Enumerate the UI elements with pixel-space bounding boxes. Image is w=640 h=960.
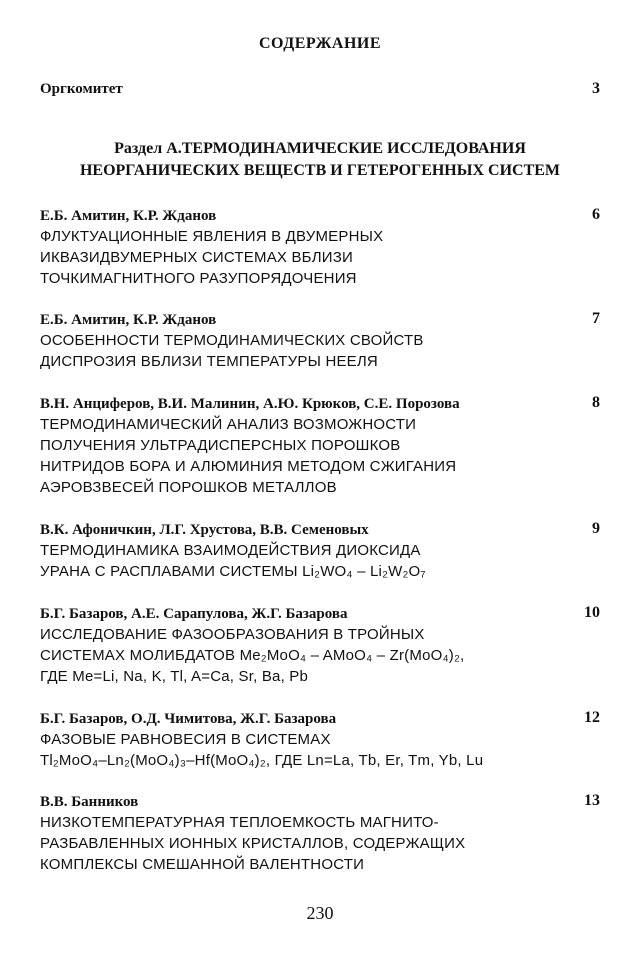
toc-entry-title-line: РАЗБАВЛЕННЫХ ИОННЫХ КРИСТАЛЛОВ, СОДЕРЖАЩИХ bbox=[40, 835, 466, 852]
toc-page-number: 9 bbox=[592, 520, 600, 537]
toc-entry-title-line: ФЛУКТУАЦИОННЫЕ ЯВЛЕНИЯ В ДВУМЕРНЫХ bbox=[40, 228, 384, 245]
page-title: СОДЕРЖАНИЕ bbox=[258, 35, 382, 52]
toc-entry bbox=[40, 206, 600, 289]
page-number-footer: 230 bbox=[306, 903, 334, 923]
toc-page-number: 13 bbox=[584, 792, 600, 809]
toc-entry-title-line: ИКВАЗИДВУМЕРНЫХ СИСТЕМАХ ВБЛИЗИ bbox=[40, 249, 353, 266]
toc-page-number: 7 bbox=[592, 310, 600, 327]
toc-entry bbox=[40, 709, 600, 771]
toc-entry-title-line: ИССЛЕДОВАНИЕ ФАЗООБРАЗОВАНИЯ В ТРОЙНЫХ bbox=[40, 626, 425, 643]
toc-entry-title-line: ТЕРМОДИНАМИЧЕСКИЙ АНАЛИЗ ВОЗМОЖНОСТИ bbox=[40, 416, 417, 433]
toc-entry-title-line: КОМПЛЕКСЫ СМЕШАННОЙ ВАЛЕНТНОСТИ bbox=[40, 856, 365, 873]
toc-page-number: 8 bbox=[592, 394, 600, 411]
toc-entry-title-line: ФАЗОВЫЕ РАВНОВЕСИЯ В СИСТЕМАХ bbox=[40, 731, 331, 748]
toc-entry-authors: В.В. Банников bbox=[40, 794, 139, 810]
toc-entry bbox=[40, 520, 600, 582]
toc-entry-title-line: УРАНА С РАСПЛАВАМИ СИСТЕМЫ Li₂WO₄ – Li₂W₂O₇ bbox=[40, 563, 426, 580]
toc-orgcommittee-row bbox=[40, 80, 600, 98]
section-heading bbox=[40, 138, 600, 182]
toc-entry-authors: Б.Г. Базаров, А.Е. Сарапулова, Ж.Г. Базарова bbox=[40, 606, 348, 622]
toc-entry-authors: В.К. Афоничкин, Л.Г. Хрустова, В.В. Семеновых bbox=[40, 522, 369, 538]
toc-entry-title-line: ТОЧКИМАГНИТНОГО РАЗУПОРЯДОЧЕНИЯ bbox=[40, 270, 357, 287]
toc-entry-title-line: ГДЕ Me=Li, Na, K, Tl, A=Ca, Sr, Ba, Pb bbox=[40, 668, 309, 685]
section-heading-line: НЕОРГАНИЧЕСКИХ ВЕЩЕСТВ И ГЕТЕРОГЕННЫХ СИСТЕМ bbox=[79, 162, 561, 179]
toc-orgcommittee-label: Оргкомитет bbox=[40, 81, 123, 97]
toc-page-number: 10 bbox=[584, 604, 600, 621]
section-heading-line: Раздел А.ТЕРМОДИНАМИЧЕСКИЕ ИССЛЕДОВАНИЯ bbox=[114, 140, 526, 157]
toc-page-number: 3 bbox=[592, 80, 600, 97]
toc-entry bbox=[40, 310, 600, 372]
toc-entry bbox=[40, 604, 600, 687]
toc-entry-title-line: НИЗКОТЕМПЕРАТУРНАЯ ТЕПЛОЕМКОСТЬ МАГНИТО- bbox=[40, 814, 439, 831]
toc-entry-title-line: ТЕРМОДИНАМИКА ВЗАИМОДЕЙСТВИЯ ДИОКСИДА bbox=[40, 542, 421, 559]
toc-entry-title-line: ПОЛУЧЕНИЯ УЛЬТРАДИСПЕРСНЫХ ПОРОШКОВ bbox=[40, 437, 401, 454]
toc-entry-authors: В.Н. Анциферов, В.И. Малинин, А.Ю. Крюков, С.Е. Порозова bbox=[40, 396, 460, 412]
toc-entry-authors: Б.Г. Базаров, О.Д. Чимитова, Ж.Г. Базарова bbox=[40, 711, 337, 727]
toc-entry-title-line: АЭРОВЗВЕСЕЙ ПОРОШКОВ МЕТАЛЛОВ bbox=[40, 479, 337, 496]
toc-entry-title-line: СИСТЕМАХ МОЛИБДАТОВ Me₂MoO₄ – AMoO₄ – Zr(MoO₄)₂, bbox=[40, 647, 465, 664]
toc-entry-authors: Е.Б. Амитин, К.Р. Жданов bbox=[40, 312, 217, 328]
toc-entry-title-line: ОСОБЕННОСТИ ТЕРМОДИНАМИЧЕСКИХ СВОЙСТВ bbox=[40, 332, 424, 349]
toc-entry-title-line: Tl₂MoO₄–Ln₂(MoO₄)₃–Hf(MoO₄)₂, ГДЕ Ln=La, Tb, Er, Tm, Yb, Lu bbox=[40, 752, 484, 769]
toc-entry-authors: Е.Б. Амитин, К.Р. Жданов bbox=[40, 208, 217, 224]
toc-entry-title-line: ДИСПРОЗИЯ ВБЛИЗИ ТЕМПЕРАТУРЫ НЕЕЛЯ bbox=[40, 353, 378, 370]
toc-entry-title-line: НИТРИДОВ БОРА И АЛЮМИНИЯ МЕТОДОМ СЖИГАНИЯ bbox=[40, 458, 457, 475]
toc-entry bbox=[40, 792, 600, 875]
toc-page-number: 6 bbox=[592, 206, 600, 223]
toc-page-number: 12 bbox=[584, 709, 600, 726]
toc-entry bbox=[40, 394, 600, 498]
